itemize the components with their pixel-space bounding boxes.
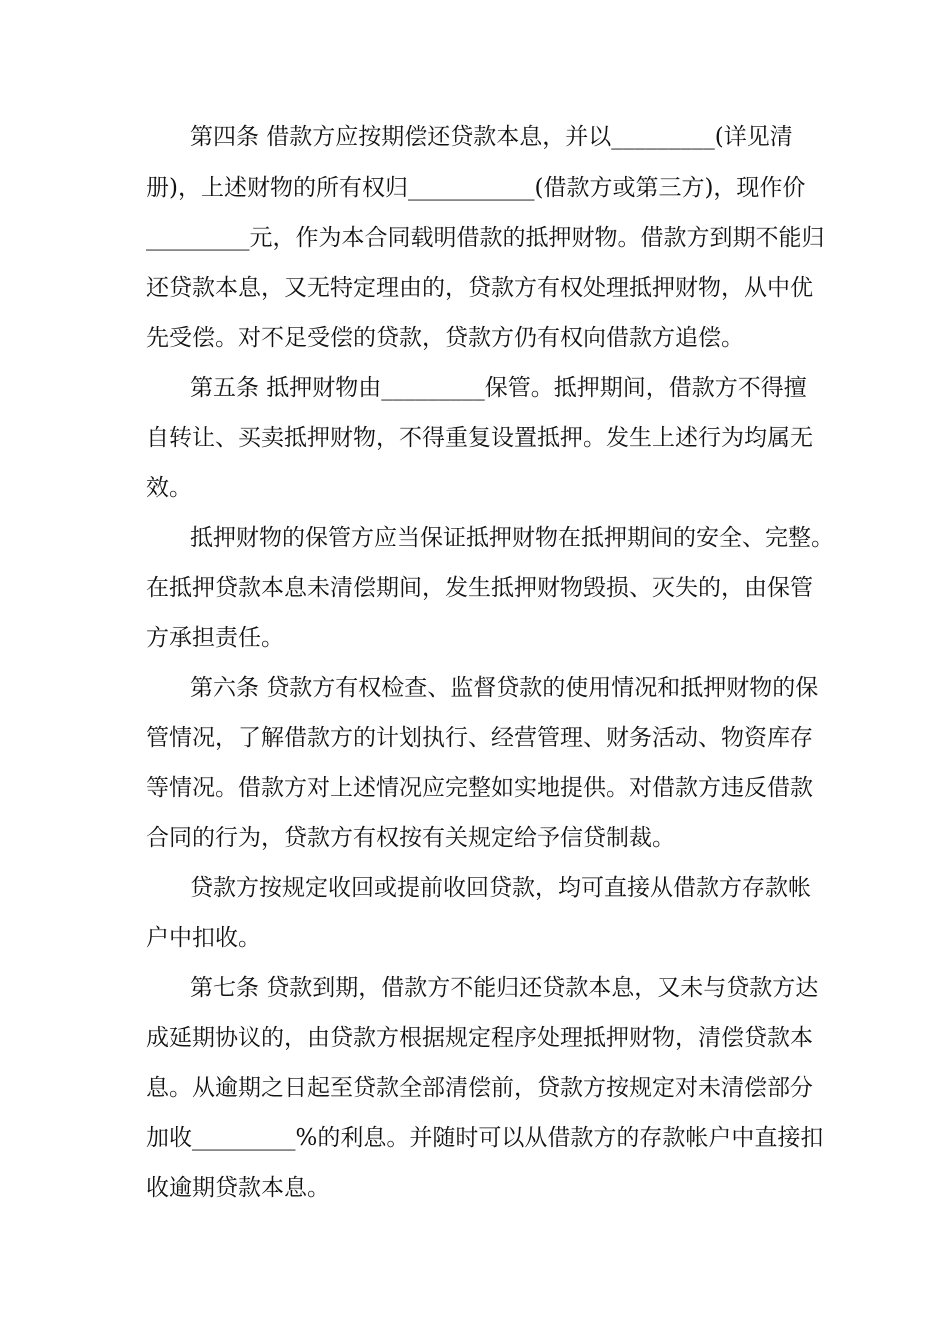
text-line: 在抵押贷款本息未清偿期间，发生抵押财物毁损、灭失的，由保管 bbox=[146, 575, 813, 601]
text-line: 效。 bbox=[146, 475, 192, 501]
text-line: 还贷款本息，又无特定理由的，贷款方有权处理抵押财物，从中优 bbox=[146, 275, 813, 301]
text-line: _________元，作为本合同载明借款的抵押财物。借款方到期不能归 bbox=[146, 225, 825, 251]
text-line: 方承担责任。 bbox=[146, 625, 284, 651]
text-line: 合同的行为，贷款方有权按有关规定给予信贷制裁。 bbox=[146, 825, 675, 851]
text-line: 第五条 抵押财物由_________保管。抵押期间，借款方不得擅 bbox=[190, 375, 807, 401]
text-line: 抵押财物的保管方应当保证抵押财物在抵押期间的安全、完整。 bbox=[190, 525, 834, 551]
text-line: 加收_________%的利息。并随时可以从借款方的存款帐户中直接扣 bbox=[146, 1125, 824, 1151]
text-line: 自转让、买卖抵押财物，不得重复设置抵押。发生上述行为均属无 bbox=[146, 425, 813, 451]
text-line: 等情况。借款方对上述情况应完整如实地提供。对借款方违反借款 bbox=[146, 775, 813, 801]
text-line: 第六条 贷款方有权检查、监督贷款的使用情况和抵押财物的保 bbox=[190, 675, 819, 701]
text-line: 第七条 贷款到期，借款方不能归还贷款本息，又未与贷款方达 bbox=[190, 975, 819, 1001]
text-line: 贷款方按规定收回或提前收回贷款，均可直接从借款方存款帐 bbox=[190, 875, 811, 901]
text-line: 成延期协议的，由贷款方根据规定程序处理抵押财物，清偿贷款本 bbox=[146, 1025, 813, 1051]
text-line: 管情况，了解借款方的计划执行、经营管理、财务活动、物资库存 bbox=[146, 725, 813, 751]
text-line: 户中扣收。 bbox=[146, 925, 261, 951]
text-line: 册)，上述财物的所有权归___________(借款方或第三方)，现作价 bbox=[146, 175, 806, 201]
text-line: 息。从逾期之日起至贷款全部清偿前，贷款方按规定对未清偿部分 bbox=[146, 1075, 813, 1101]
text-line: 先受偿。对不足受偿的贷款，贷款方仍有权向借款方追偿。 bbox=[146, 325, 744, 351]
text-line: 第四条 借款方应按期偿还贷款本息，并以_________(详见清 bbox=[190, 124, 793, 150]
text-line: 收逾期贷款本息。 bbox=[146, 1175, 330, 1201]
